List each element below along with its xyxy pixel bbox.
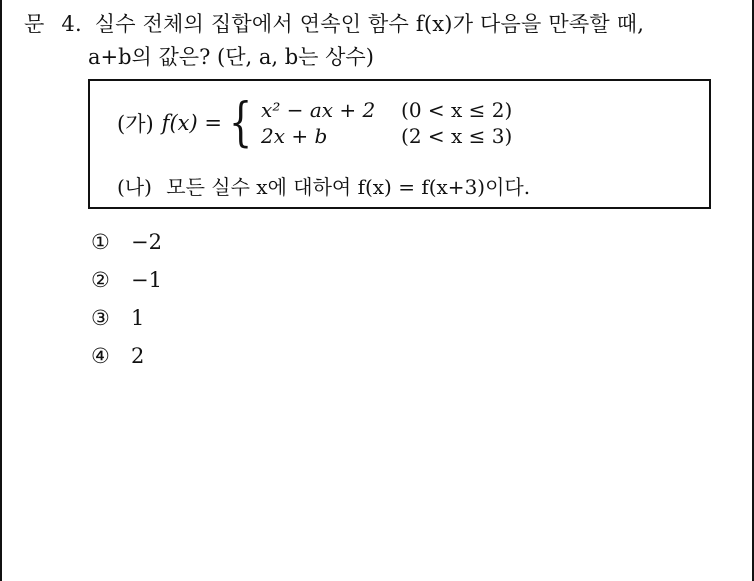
choice-1-marker: ① <box>91 230 110 254</box>
case-1-expression: x² − ax + 2 <box>261 98 376 122</box>
case-2-range: (2 < x ≤ 3) <box>401 124 513 148</box>
choice-2[interactable] <box>91 261 162 299</box>
question-label: 문 <box>24 12 45 36</box>
condition-b-label: (나) <box>117 175 152 199</box>
condition-a-label: (가) <box>117 112 154 136</box>
choice-3-value: 1 <box>131 306 145 330</box>
piecewise-brace-icon: { <box>228 93 253 153</box>
conditions-box <box>88 79 711 209</box>
choice-2-marker: ② <box>91 268 110 292</box>
choice-1-value: −2 <box>131 230 162 254</box>
answer-choices <box>91 223 162 375</box>
left-border-rule <box>0 0 2 581</box>
question-line-2: a+b의 값은? (단, a, b는 상수) <box>88 45 374 69</box>
condition-b <box>117 171 530 200</box>
choice-2-value: −1 <box>131 268 162 292</box>
choice-4[interactable] <box>91 337 162 375</box>
question-line-1 <box>24 8 644 38</box>
choice-1[interactable] <box>91 223 162 261</box>
choice-3-marker: ③ <box>91 306 110 330</box>
case-1-range: (0 < x ≤ 2) <box>401 98 513 122</box>
case-2-expression: 2x + b <box>261 124 328 148</box>
condition-a-function: f(x) = <box>161 111 222 135</box>
condition-b-text: 모든 실수 x에 대하여 f(x) = f(x+3)이다. <box>166 175 531 199</box>
piecewise-cases <box>261 98 512 148</box>
choice-4-value: 2 <box>131 344 145 368</box>
question-number: 4. <box>61 12 82 36</box>
choice-4-marker: ④ <box>91 344 110 368</box>
choice-3[interactable] <box>91 299 162 337</box>
condition-a <box>117 93 513 153</box>
question-text-line-1: 실수 전체의 집합에서 연속인 함수 f(x)가 다음을 만족할 때, <box>94 12 645 36</box>
